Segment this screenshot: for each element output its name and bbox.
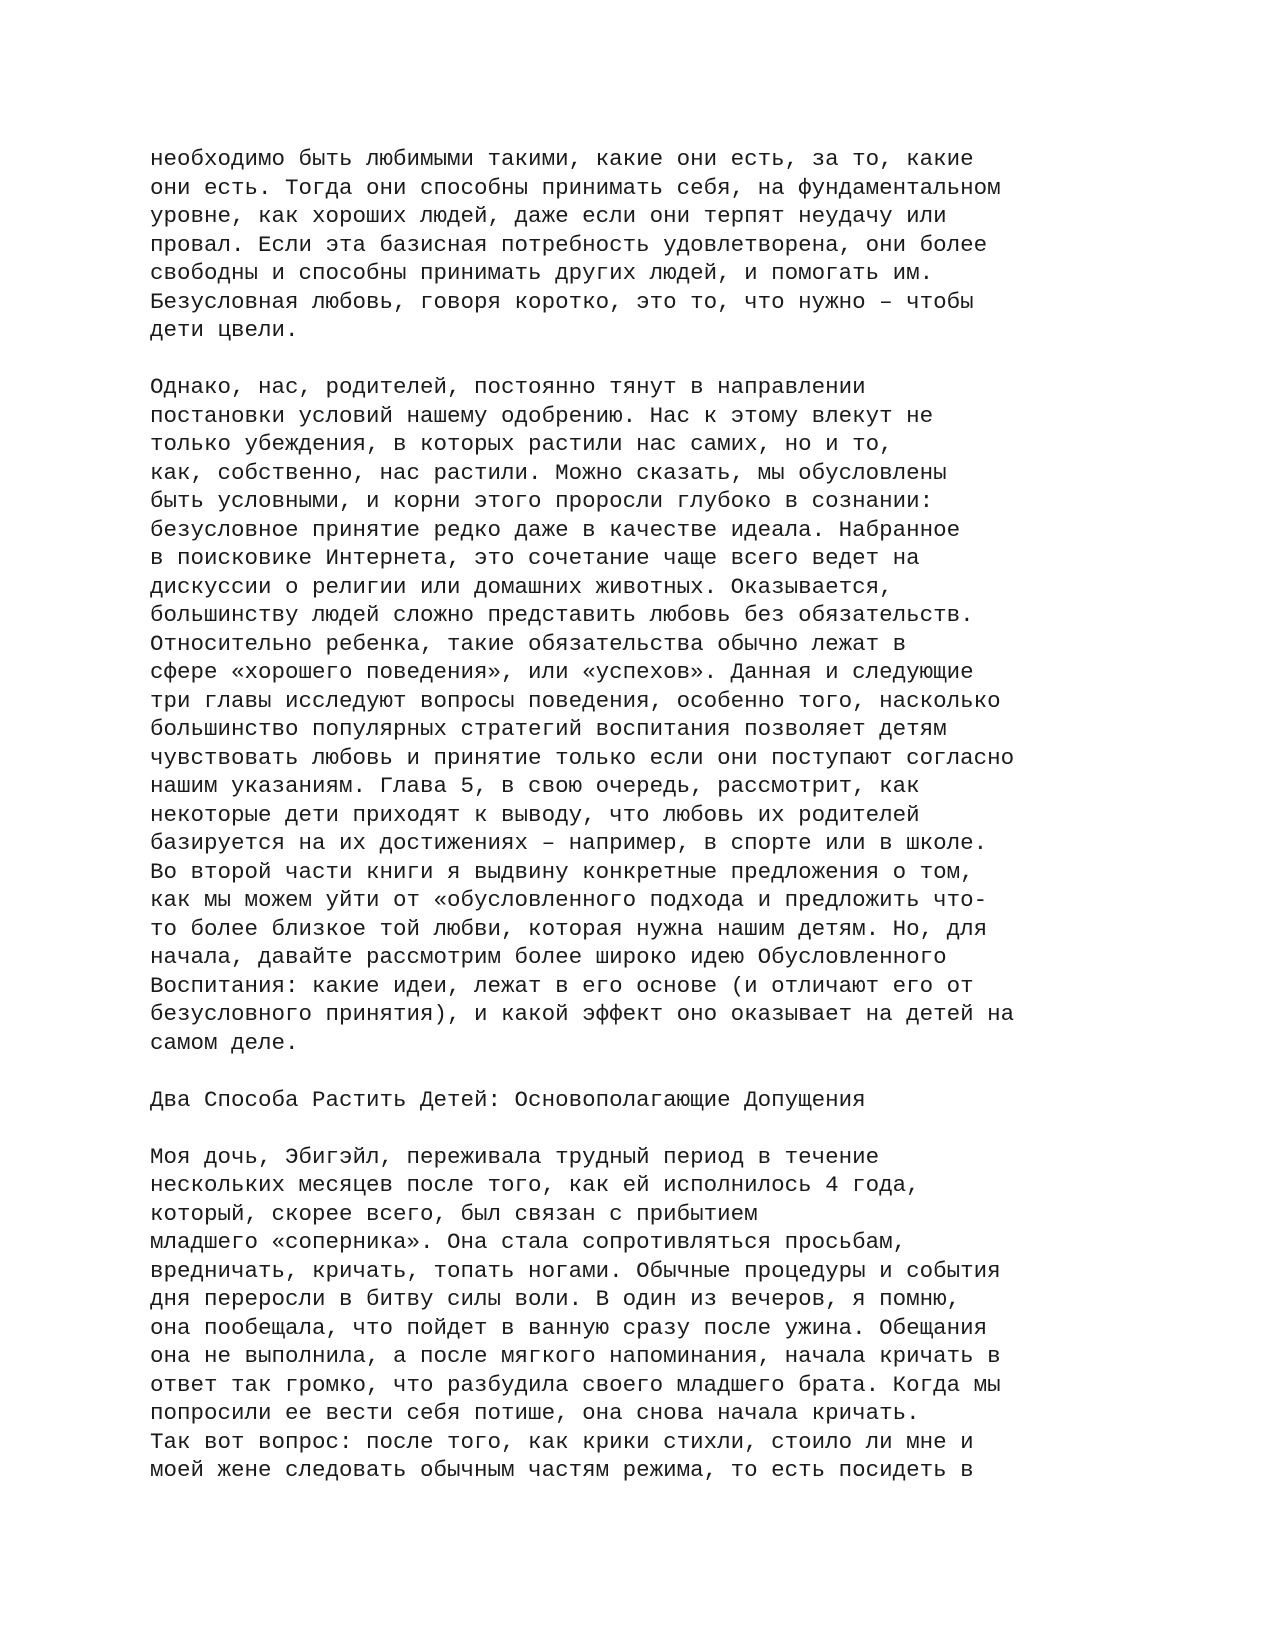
text-line: ответ так громко, что разбудила своего младшего брата. Когда мы: [150, 1371, 1001, 1398]
text-line: самом деле.: [150, 1029, 299, 1056]
text-line: Так вот вопрос: после того, как крики стихли, стоило ли мне и: [150, 1428, 974, 1455]
text-line: дети цвели.: [150, 317, 299, 343]
text-line: необходимо быть любимыми такими, какие они есть, за то, какие: [150, 146, 974, 172]
paragraph-spacer: [150, 345, 1150, 374]
text-line: базируется на их достижениях – например, в спорте или в школе.: [150, 830, 988, 856]
text-line: который, скорее всего, был связан с прибытием: [150, 1200, 758, 1227]
text-line: Во второй части книги я выдвину конкретные предложения о том,: [150, 858, 974, 885]
text-line: большинство популярных стратегий воспитания позволяет детям: [150, 716, 947, 742]
text-line: провал. Если эта базисная потребность удовлетворена, они более: [150, 231, 988, 258]
text-line: Безусловная любовь, говоря коротко, это то, что нужно – чтобы: [150, 288, 974, 315]
text-line: нескольких месяцев после того, как ей исполнилось 4 года,: [150, 1172, 920, 1198]
text-line: она пообещала, что пойдет в ванную сразу после ужина. Обещания: [150, 1314, 988, 1341]
text-line: попросили ее вести себя потише, она снова начала кричать.: [150, 1400, 920, 1426]
text-line: начала, давайте рассмотрим более широко идею Обусловленного: [150, 944, 947, 970]
text-line: моей жене следовать обычным частям режима, то есть посидеть в: [150, 1457, 974, 1483]
paragraph-spacer: [150, 1114, 1150, 1143]
paragraph-abigail-story: [150, 1143, 1150, 1485]
text-line: Моя дочь, Эбигэйл, переживала трудный период в течение: [150, 1143, 880, 1170]
text-line: Воспитания: какие идеи, лежат в его основе (и отличают его от: [150, 972, 974, 999]
paragraph-spacer: [150, 1057, 1150, 1086]
text-line: большинству людей сложно представить любовь без обязательств.: [150, 602, 974, 628]
text-line: Относительно ребенка, такие обязательства обычно лежат в: [150, 630, 907, 657]
text-line: постановки условий нашему одобрению. Нас к этому влекут не: [150, 402, 934, 429]
text-line: свободны и способны принимать других людей, и помогать им.: [150, 260, 934, 286]
text-line: как мы можем уйти от «обусловленного подхода и предложить что-: [150, 887, 988, 913]
text-line: она не выполнила, а после мягкого напоминания, начала кричать в: [150, 1343, 1001, 1369]
text-line: они есть. Тогда они способны принимать себя, на фундаментальном: [150, 174, 1001, 201]
text-line: Однако, нас, родителей, постоянно тянут в направлении: [150, 374, 866, 400]
text-line: уровне, как хороших людей, даже если они терпят неудачу или: [150, 203, 947, 229]
text-line: только убеждения, в которых растили нас самих, но и то,: [150, 431, 893, 457]
text-line: быть условными, и корни этого проросли глубоко в сознании:: [150, 488, 934, 514]
text-line: чувствовать любовь и принятие только если они поступают согласно: [150, 744, 1015, 771]
text-line: безусловного принятия), и какой эффект оно оказывает на детей на: [150, 1001, 1015, 1027]
text-line: сфере «хорошего поведения», или «успехов». Данная и следующие: [150, 659, 974, 685]
text-line: дискуссии о религии или домашних животных. Оказывается,: [150, 573, 893, 600]
paragraph-intro: [150, 145, 1150, 345]
paragraph-conditional-parenting: [150, 373, 1150, 1057]
section-heading-text: Два Способа Растить Детей: Основополагающие Допущения: [150, 1086, 866, 1113]
text-line: вредничать, кричать, топать ногами. Обычные процедуры и события: [150, 1257, 1001, 1284]
text-line: как, собственно, нас растили. Можно сказать, мы обусловлены: [150, 459, 947, 486]
text-line: младшего «соперника». Она стала сопротивляться просьбам,: [150, 1229, 907, 1255]
text-line: дня переросли в битву силы воли. В один из вечеров, я помню,: [150, 1286, 961, 1312]
text-line: нашим указаниям. Глава 5, в свою очередь, рассмотрит, как: [150, 773, 920, 799]
text-line: три главы исследуют вопросы поведения, особенно того, насколько: [150, 687, 1001, 714]
text-line: некоторые дети приходят к выводу, что любовь их родителей: [150, 801, 920, 828]
text-line: в поисковике Интернета, это сочетание чаще всего ведет на: [150, 545, 920, 571]
section-heading: [150, 1086, 1150, 1115]
document-body: [150, 145, 1150, 1485]
text-line: то более близкое той любви, которая нужна нашим детям. Но, для: [150, 915, 988, 942]
text-line: безусловное принятие редко даже в качестве идеала. Набранное: [150, 516, 961, 543]
